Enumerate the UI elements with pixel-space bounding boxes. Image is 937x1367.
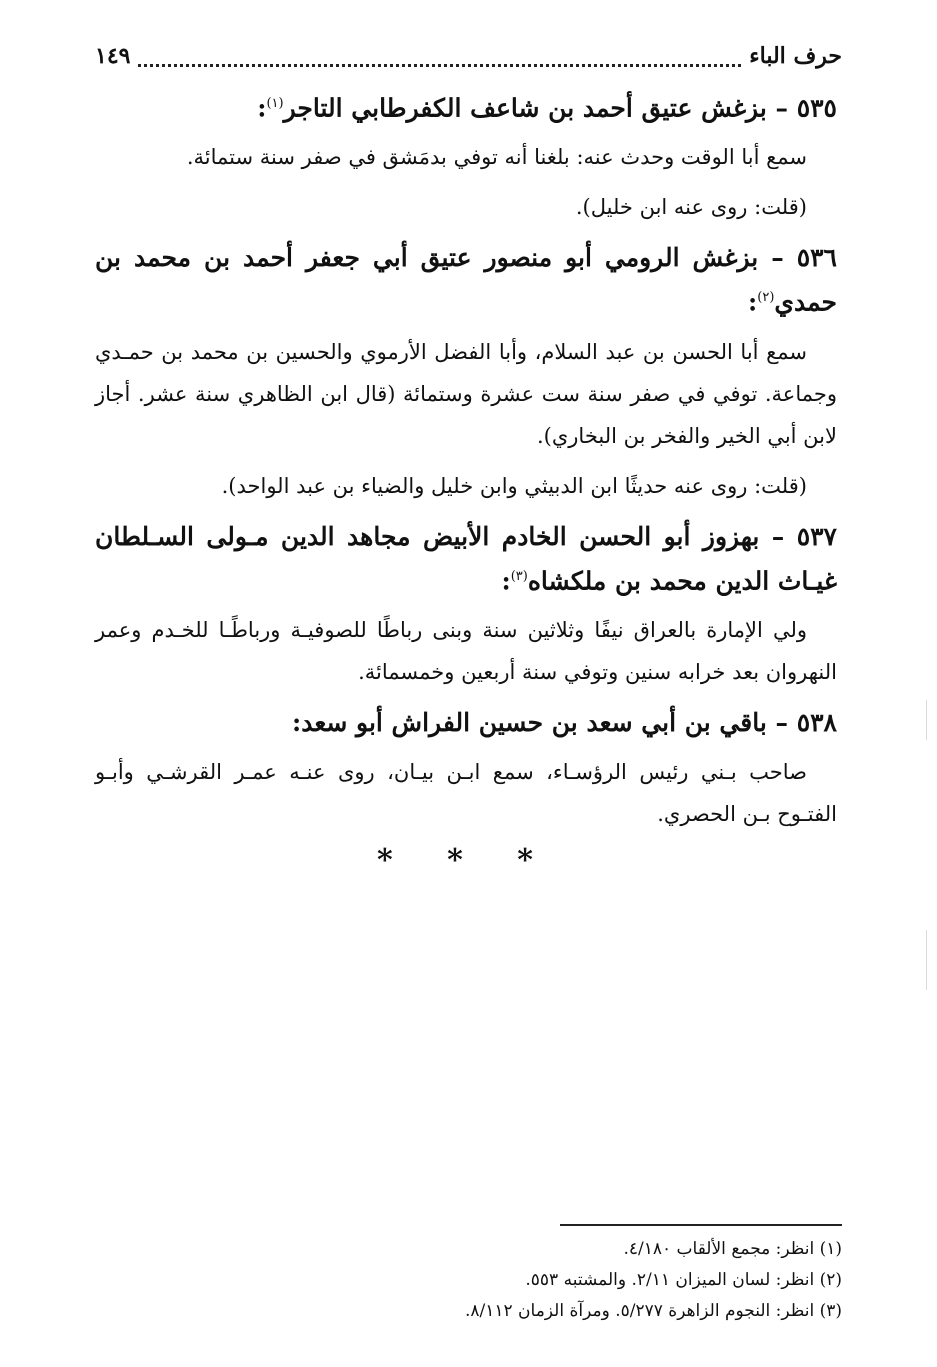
title-colon: : [748,287,758,317]
chapter-title: حرف الباء [749,43,842,69]
running-header [95,36,842,76]
main-text [95,78,837,878]
title-colon: : [291,707,302,737]
entry-title-text: ٥٣٧ – بهزوز أبو الحسن الخادم الأبيض مجاهد الدين مـولى السـلطان غيـاث الدين محمد بن ملكشاه [95,521,837,595]
entry-title [95,84,837,128]
entry-paragraph: سمع أبا الوقت وحدث عنه: بلغنا أنه توفي بدمَشق في صفر سنة ستمائة. [186,145,807,170]
footnote-ref: (٣) [510,568,528,584]
leader-dots [138,46,741,67]
footnote: (١) انظر: مجمع الألقاب ٤/١٨٠. [623,1239,842,1259]
entry-title-text: ٥٣٥ – بزغش عتيق أحمد بن شاعف الكفرطابي التاجر [283,93,837,123]
title-colon: : [501,565,511,595]
footnotes [95,1234,842,1327]
entry-title [95,703,837,743]
footnote-divider [560,1224,842,1226]
footnote-ref: (٢) [757,290,775,306]
entry-paragraph: سمع أبا الحسن بن عبد السلام، وأبا الفضل الأرموي والحسين بن محمد بن حمـدي وجماعة. توفي في صفر سنة ست عشرة وستمائة (قال ابن الظاهري سنة عشر. أجاز لابن أبي الخير والفخر بن البخاري). [95,339,837,448]
entry [95,84,837,228]
entry-paragraph: صاحب بـني رئيس الرؤسـاء، سمع ابـن بيـان، روى عنـه عمـر القرشـي وأبـو الفتـوح بـن الحصري. [95,759,837,826]
scan-mark [926,930,927,990]
entry [95,517,837,693]
entry-title [95,517,837,601]
section-separator: * * * [377,842,555,878]
entry-note: (قلت: روى عنه حديثًا ابن الدبيثي وابن خليل والضياء بن عبد الواحد). [221,473,807,498]
entry-note: (قلت: روى عنه ابن خليل). [575,195,807,220]
entry [95,703,837,835]
title-colon: : [257,93,267,123]
entry-title [95,238,837,322]
footnote: (٣) انظر: النجوم الزاهرة ٥/٢٧٧. ومرآة الزمان ٨/١١٢. [464,1301,842,1321]
footnote-ref: (١) [266,96,284,111]
scan-mark [926,700,927,740]
entry-title-text: ٥٣٨ – باقي بن أبي سعد بن حسين الفراش أبو سعد [301,707,837,737]
footnote: (٢) انظر: لسان الميزان ٢/١١. والمشتبه ٥٥٣. [525,1270,842,1290]
entry [95,238,837,506]
entry-title-text: ٥٣٦ – بزغش الرومي أبو منصور عتيق أبي جعفر أحمد بن محمد بن حمدي [95,243,837,317]
entry-paragraph: ولي الإمارة بالعراق نيفًا وثلاثين سنة وبنى رباطًا للصوفيـة ورباطًـا للخـدم وعمر النهروان بعد خرابه سنين وتوفي سنة أربعين وخمسمائة. [95,617,837,684]
page-number: ١٤٩ [95,43,131,69]
